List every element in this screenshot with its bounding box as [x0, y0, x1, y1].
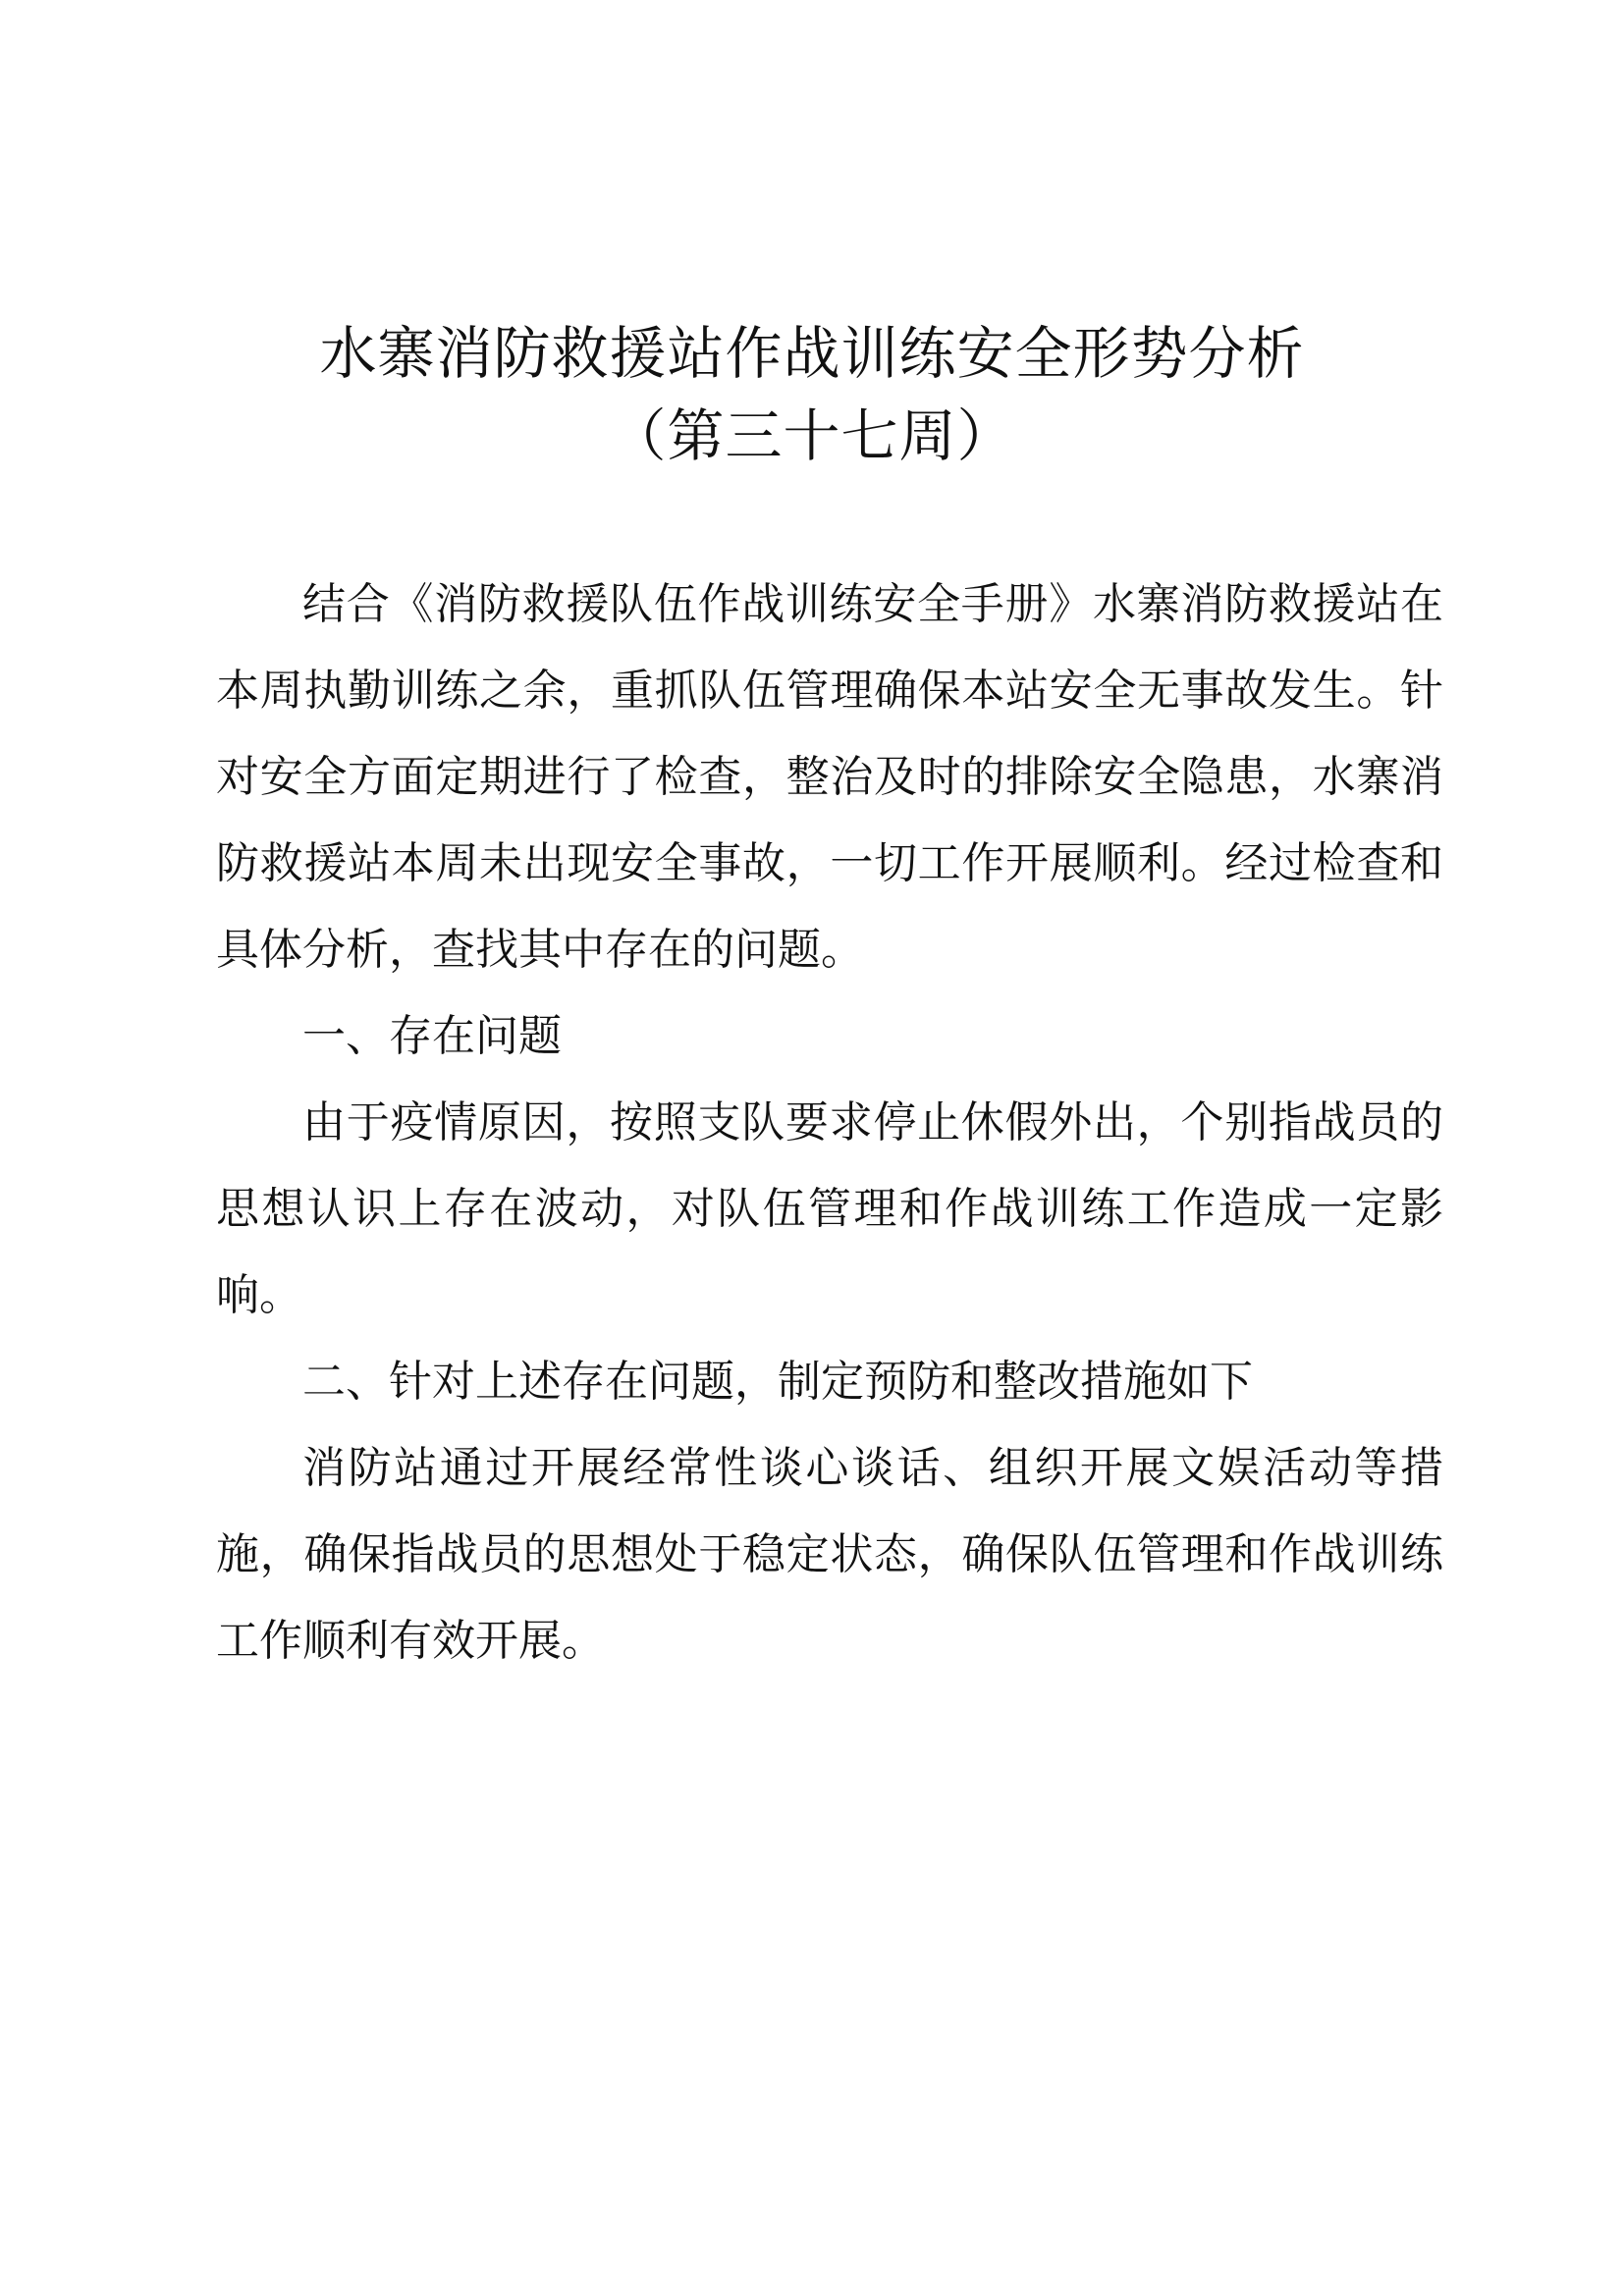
problems-paragraph: 由于疫情原因，按照支队要求停止休假外出，个别指战员的思想认识上存在波动，对队伍管理和作战训练工作造成一定影响。 [216, 1097, 1443, 1320]
measures-paragraph: 消防站通过开展经常性谈心谈话、组织开展文娱活动等措施，确保指战员的思想处于稳定状态，确保队伍管理和作战训练工作顺利有效开展。 [216, 1443, 1443, 1666]
intro-paragraph: 结合《消防救援队伍作战训练安全手册》水寨消防救援站在本周执勤训练之余，重抓队伍管理确保本站安全无事故发生。针对安全方面定期进行了检查，整治及时的排除安全隐患，水寨消防救援站本周未出现安全事故，一切工作开展顺利。经过检查和具体分析，查找其中存在的问题。 [216, 579, 1443, 975]
document-body [216, 561, 1443, 1684]
document-title [0, 312, 1624, 477]
section-heading-measures: 二、针对上述存在问题，制定预防和整改措施如下 [302, 1357, 1253, 1407]
title-line-main: 水寨消防救援站作战训练安全形势分析 [319, 320, 1305, 387]
section-heading-problems: 一、存在问题 [302, 1011, 562, 1061]
title-line-week: （第三十七周） [609, 402, 1015, 469]
